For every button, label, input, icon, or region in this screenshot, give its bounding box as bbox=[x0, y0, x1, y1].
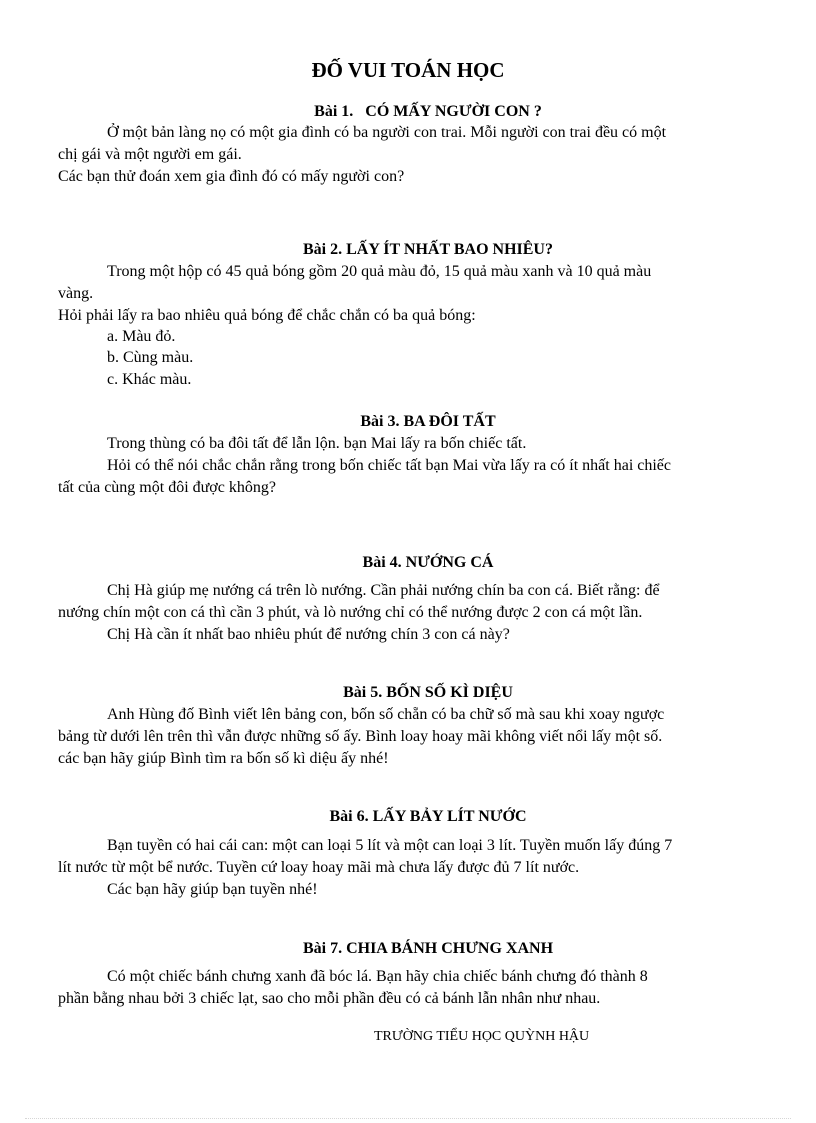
problem-2-option: a. Màu đỏ. bbox=[107, 328, 176, 345]
problem-3-line: Hỏi có thể nói chắc chắn rằng trong bốn chiếc tất bạn Mai vừa lấy ra có ít nhất hai chiếc bbox=[107, 457, 672, 474]
problem-1-heading: Bài 1. CÓ MẤY NGƯỜI CON ? bbox=[314, 103, 542, 120]
problem-4-heading: Bài 4. NƯỚNG CÁ bbox=[362, 554, 494, 571]
problem-2-option: b. Cùng màu. bbox=[107, 349, 194, 366]
page-title: ĐỐ VUI TOÁN HỌC bbox=[311, 58, 505, 82]
problem-6-heading: Bài 6. LẤY BẢY LÍT NƯỚC bbox=[329, 808, 527, 825]
problem-5-heading: Bài 5. BỐN SỐ KÌ DIỆU bbox=[343, 684, 513, 701]
problem-6-line: Bạn tuyền có hai cái can: một can loại 5 lít và một can loại 3 lít. Tuyền muốn lấy đúng 7 bbox=[107, 837, 673, 854]
problem-7-line: Có một chiếc bánh chưng xanh đã bóc lá. Bạn hãy chia chiếc bánh chưng đó thành 8 bbox=[107, 968, 648, 985]
problem-2-heading: Bài 2. LẤY ÍT NHẤT BAO NHIÊU? bbox=[303, 241, 553, 258]
problem-2-line: vàng. bbox=[58, 285, 94, 302]
problem-1-line: Các bạn thử đoán xem gia đình đó có mấy người con? bbox=[58, 168, 405, 185]
problem-6-line: Các bạn hãy giúp bạn tuyền nhé! bbox=[107, 881, 318, 898]
school-signature: TRƯỜNG TIỂU HỌC QUỲNH HẬU bbox=[374, 1029, 590, 1044]
problem-4-line: Chị Hà giúp mẹ nướng cá trên lò nướng. Cần phải nướng chín ba con cá. Biết rằng: để bbox=[107, 582, 660, 599]
page-bottom-divider bbox=[25, 1118, 791, 1119]
problem-6-line: lít nước từ một bể nước. Tuyền cứ loay hoay mãi mà chưa lấy được đủ 7 lít nước. bbox=[58, 859, 580, 876]
problem-7-line: phần bằng nhau bởi 3 chiếc lạt, sao cho mỗi phần đều có cả bánh lẫn nhân như nhau. bbox=[58, 990, 601, 1007]
problem-3-heading: Bài 3. BA ĐÔI TẤT bbox=[360, 413, 496, 430]
problem-2-line: Hỏi phải lấy ra bao nhiêu quả bóng để chắc chắn có ba quả bóng: bbox=[58, 307, 476, 324]
problem-4-line: Chị Hà cần ít nhất bao nhiêu phút để nướng chín 3 con cá này? bbox=[107, 626, 510, 643]
problem-5-line: bảng từ dưới lên trên thì vẫn được những số ấy. Bình loay hoay mãi không viết nổi lấy một số. bbox=[58, 728, 663, 745]
problem-2-option: c. Khác màu. bbox=[107, 371, 192, 388]
problem-1-line: chị gái và một người em gái. bbox=[58, 146, 242, 163]
problem-1-line: Ở một bản làng nọ có một gia đình có ba người con trai. Mỗi người con trai đều có một bbox=[107, 124, 667, 141]
problem-5-line: Anh Hùng đố Bình viết lên bảng con, bốn số chẵn có ba chữ số mà sau khi xoay ngược bbox=[107, 706, 665, 723]
problem-3-line: Trong thùng có ba đôi tất để lẫn lộn. bạn Mai lấy ra bốn chiếc tất. bbox=[107, 435, 527, 452]
problem-2-line: Trong một hộp có 45 quả bóng gồm 20 quả màu đỏ, 15 quả màu xanh và 10 quả màu bbox=[107, 263, 652, 280]
problem-5-line: các bạn hãy giúp Bình tìm ra bốn số kì diệu ấy nhé! bbox=[58, 750, 389, 767]
problem-7-heading: Bài 7. CHIA BÁNH CHƯNG XANH bbox=[302, 940, 554, 957]
problem-4-line: nướng chín một con cá thì cần 3 phút, và lò nướng chỉ có thể nướng được 2 con cá một lần. bbox=[58, 604, 643, 621]
problem-3-line: tất của cùng một đôi được không? bbox=[58, 479, 276, 496]
